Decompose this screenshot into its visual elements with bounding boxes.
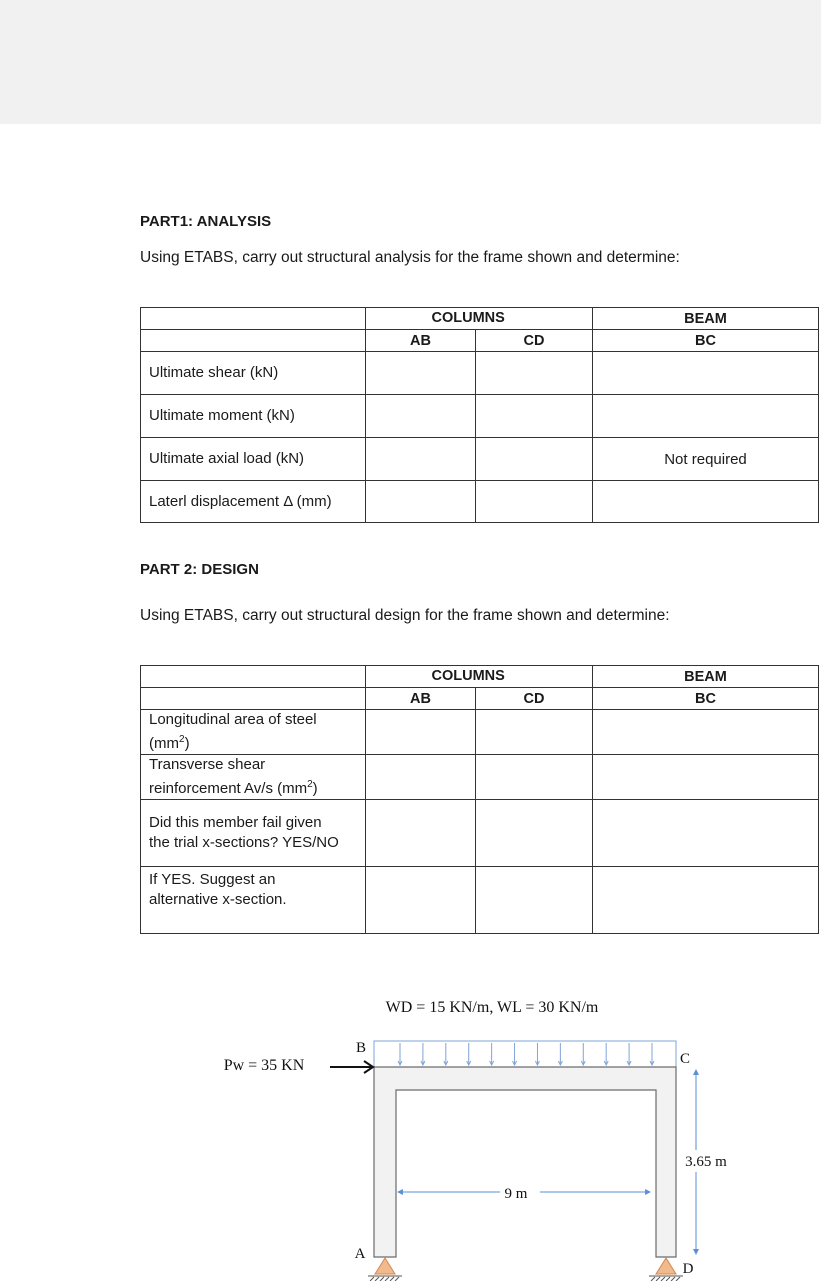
row-label: Transverse shear reinforcement Av/s $(mm^2)$ — [141, 755, 366, 800]
table-row — [141, 800, 819, 867]
cell-bc — [593, 352, 819, 395]
cell-bc — [593, 481, 819, 523]
table-row — [141, 481, 819, 523]
analysis-subheader-row — [141, 330, 819, 352]
cell-ab — [366, 867, 476, 934]
part2-heading: PART 2: DESIGN — [140, 561, 259, 578]
cell-ab — [366, 800, 476, 867]
part1-intro: Using ETABS, carry out structural analysis for the frame shown and determine: — [140, 249, 680, 266]
design-group-header-row — [141, 666, 819, 688]
design-subheader-row — [141, 688, 819, 710]
analysis-header-beam: BEAM — [593, 308, 819, 330]
cell-ab — [366, 710, 476, 755]
cell-cd — [476, 800, 593, 867]
cell-bc — [593, 710, 819, 755]
node-a-label: A — [354, 1246, 366, 1262]
wind-load-label: Pw = 35 KN — [223, 1057, 305, 1074]
pin-support-d-icon — [649, 1258, 683, 1281]
node-c-label: C — [679, 1051, 691, 1067]
table-row — [141, 352, 819, 395]
node-b-label: B — [355, 1040, 367, 1056]
analysis-group-header-row — [141, 308, 819, 330]
table-row — [141, 438, 819, 481]
cell-bc — [593, 395, 819, 438]
row-label: Ultimate axial load (kN) — [141, 438, 366, 481]
frame-diagram — [0, 980, 821, 1281]
row-label: Did this member fail given the trial x-sections? YES/NO — [141, 800, 366, 867]
height-dimension-label: 3.65 m — [685, 1154, 727, 1170]
node-d-label: D — [682, 1261, 694, 1277]
design-header-columns: COLUMNS — [476, 666, 593, 688]
analysis-header-cd: CD — [476, 330, 593, 352]
pin-support-a-icon — [368, 1258, 402, 1281]
part2-intro: Using ETABS, carry out structural design for the frame shown and determine: — [140, 607, 670, 624]
part1-heading: PART1: ANALYSIS — [140, 213, 272, 230]
cell-ab — [366, 755, 476, 800]
span-dimension-label: 9 m — [504, 1186, 528, 1202]
cell-bc — [593, 755, 819, 800]
row-label: If YES. Suggest an alternative x-section. — [141, 867, 366, 934]
cell-cd — [476, 710, 593, 755]
table-row — [141, 710, 819, 755]
table-row — [141, 395, 819, 438]
cell-ab — [366, 395, 476, 438]
design-header-ab: AB — [366, 688, 476, 710]
portal-frame — [374, 1067, 676, 1257]
cell-cd — [476, 352, 593, 395]
design-header-bc: BC — [593, 688, 819, 710]
cell-cd — [476, 867, 593, 934]
cell-cd — [476, 395, 593, 438]
wind-load-arrow-icon — [330, 1061, 373, 1073]
distributed-load-arrows — [374, 1041, 676, 1067]
cell-ab — [366, 481, 476, 523]
cell-bc — [593, 800, 819, 867]
distributed-load-label: WD = 15 KN/m, WL = 30 KN/m — [385, 999, 599, 1016]
cell-ab — [366, 438, 476, 481]
row-label: Ultimate shear (kN) — [141, 352, 366, 395]
analysis-header-ab: AB — [366, 330, 476, 352]
page-header-band — [0, 0, 821, 124]
cell-bc: Not required — [593, 438, 819, 481]
design-header-beam: BEAM — [593, 666, 819, 688]
table-row — [141, 867, 819, 934]
analysis-header-bc: BC — [593, 330, 819, 352]
design-table — [140, 665, 819, 934]
row-label: Ultimate moment (kN) — [141, 395, 366, 438]
analysis-header-columns: COLUMNS — [476, 308, 593, 330]
row-label: Laterl displacement Δ (mm) — [141, 481, 366, 523]
cell-bc — [593, 867, 819, 934]
cell-ab — [366, 352, 476, 395]
cell-cd — [476, 755, 593, 800]
cell-cd — [476, 481, 593, 523]
row-label: Longitudinal area of steel $(mm^2)$ — [141, 710, 366, 755]
cell-cd — [476, 438, 593, 481]
design-header-cd: CD — [476, 688, 593, 710]
table-row — [141, 755, 819, 800]
analysis-table — [140, 307, 819, 523]
